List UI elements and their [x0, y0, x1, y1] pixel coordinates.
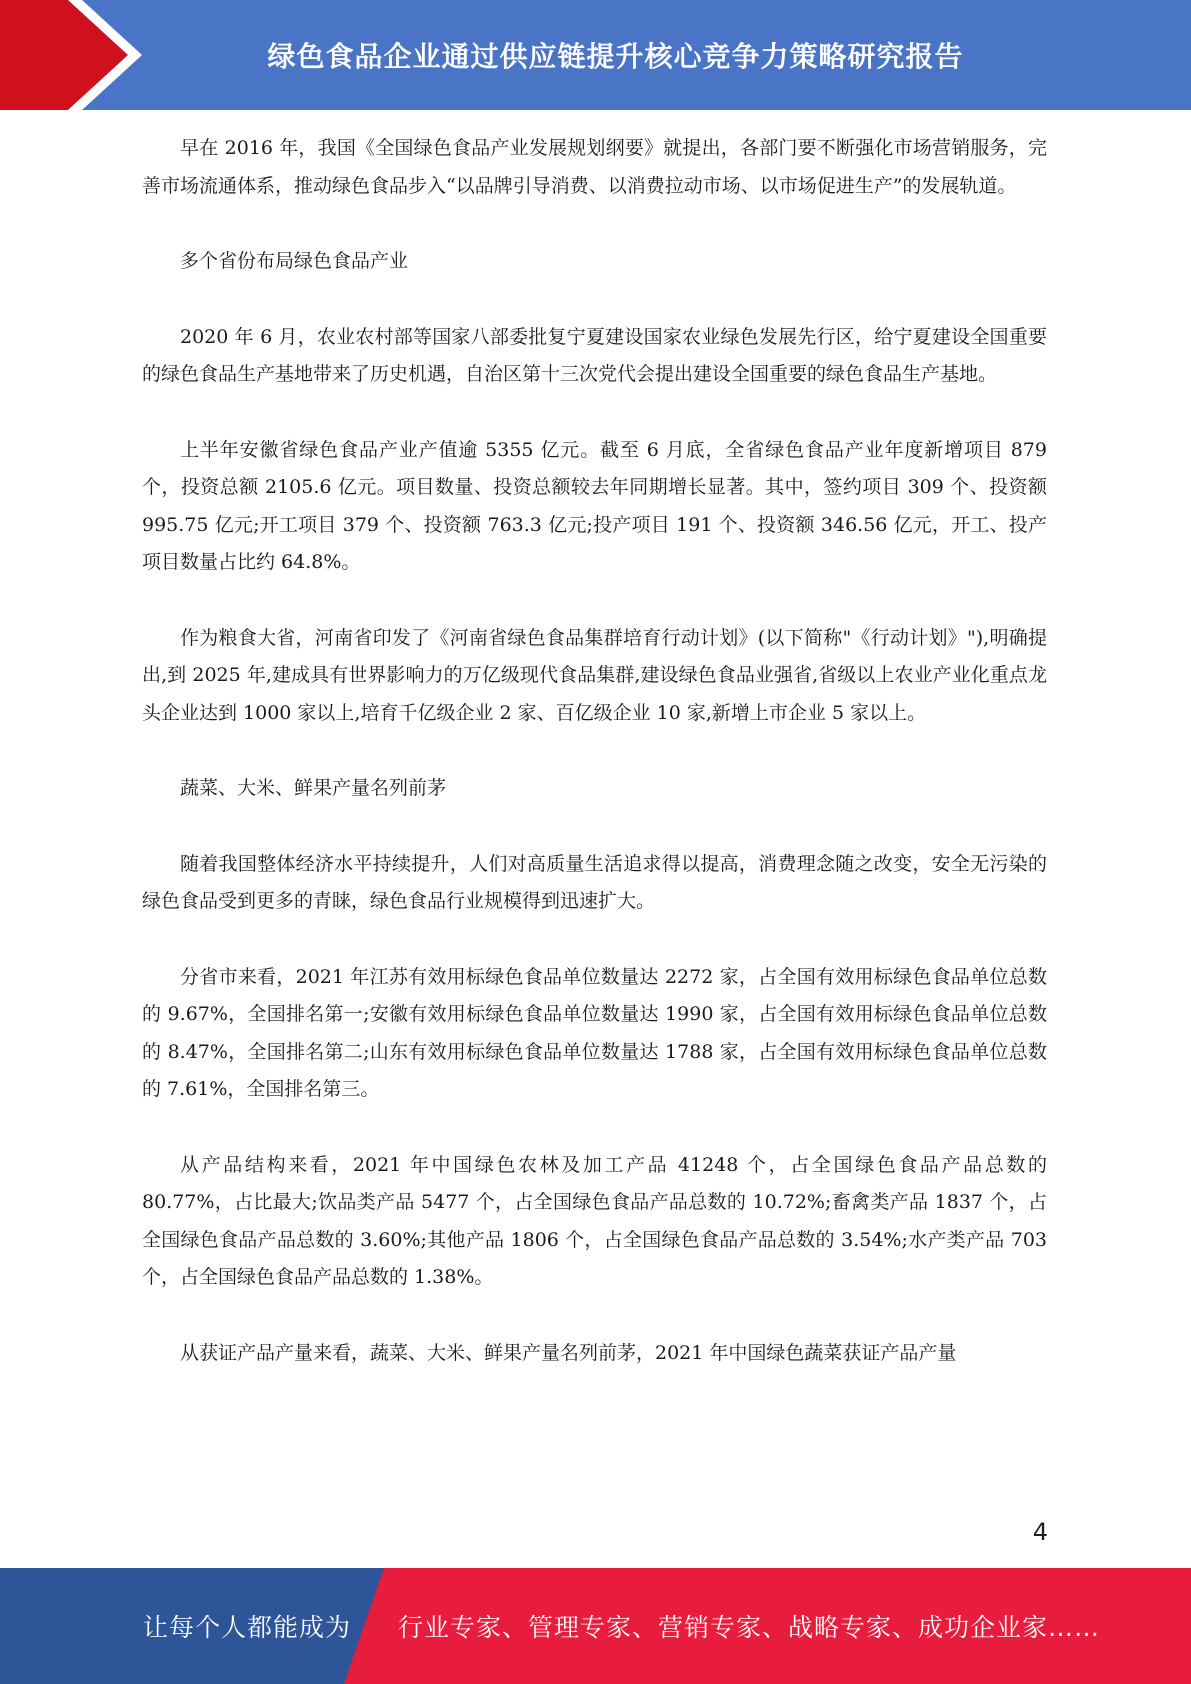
paragraph: 从获证产品产量来看，蔬菜、大米、鲜果产量名列前茅，2021 年中国绿色蔬菜获证产品产量	[180, 1341, 957, 1364]
footer-slogan-left: 让每个人都能成为	[143, 1613, 352, 1642]
paragraph: 2020 年 6 月，农业农村部等国家八部委批复宁夏建设国家农业绿色发展先行区，给宁夏建设全国重要的绿色食品生产基地带来了历史机遇，自治区第十三次党代会提出建设全国重要的绿色食品生产基地。	[142, 325, 1047, 385]
page-number: 4	[1032, 1518, 1048, 1546]
document-body	[142, 130, 1047, 1410]
paragraph: 分省市来看，2021 年江苏有效用标绿色食品单位数量达 2272 家，占全国有效用标绿色食品单位总数的 9.67%，全国排名第一;安徽有效用标绿色食品单位数量达 1990 家，占全国有效用标绿色食品单位总数的 8.47%，全国排名第二;山东有效用标绿色食品单位数量达 1788 家，占全国有效用标绿色食品单位总数的 7.61%，全国排名第三。	[142, 965, 1047, 1100]
page-header	[0, 0, 1191, 110]
footer-slogan-right: 行业专家、管理专家、营销专家、战略专家、成功企业家……	[398, 1613, 1101, 1642]
paragraph: 从产品结构来看，2021 年中国绿色农林及加工产品 41248 个，占全国绿色食品产品总数的 80.77%，占比最大;饮品类产品 5477 个，占全国绿色食品产品总数的 10.72%;畜禽类产品 1837 个，占全国绿色食品产品总数的 3.60%;其他产品 1806 个，占全国绿色食品产品总数的 3.54%;水产类产品 703 个，占全国绿色食品产品总数的 1.38%。	[142, 1153, 1047, 1288]
section-subheading: 多个省份布局绿色食品产业	[180, 250, 409, 272]
header-arrow-decoration	[0, 0, 160, 110]
paragraph: 随着我国整体经济水平持续提升，人们对高质量生活追求得以提高，消费理念随之改变，安全无污染的绿色食品受到更多的青睐，绿色食品行业规模得到迅速扩大。	[142, 852, 1047, 912]
paragraph: 上半年安徽省绿色食品产业产值逾 5355 亿元。截至 6 月底，全省绿色食品产业年度新增项目 879 个，投资总额 2105.6 亿元。项目数量、投资总额较去年同期增长显著。其中，签约项目 309 个、投资额 995.75 亿元;开工项目 379 个、投资额 763.3 亿元;投产项目 191 个、投资额 346.56 亿元，开工、投产项目数量占比约 64.8%。	[142, 438, 1047, 573]
report-title: 绿色食品企业通过供应链提升核心竞争力策略研究报告	[267, 40, 964, 73]
section-subheading: 蔬菜、大米、鲜果产量名列前茅	[180, 777, 447, 799]
page-footer	[0, 1568, 1191, 1684]
paragraph: 作为粮食大省，河南省印发了《河南省绿色食品集群培育行动计划》(以下简称"《行动计划》"),明确提出,到 2025 年,建成具有世界影响力的万亿级现代食品集群,建设绿色食品业强省,省级以上农业产业化重点龙头企业达到 1000 家以上,培育千亿级企业 2 家、百亿级企业 10 家,新增上市企业 5 家以上。	[142, 626, 1047, 724]
paragraph: 早在 2016 年，我国《全国绿色食品产业发展规划纲要》就提出，各部门要不断强化市场营销服务，完善市场流通体系，推动绿色食品步入“以品牌引导消费、以消费拉动市场、以市场促进生产”的发展轨道。	[142, 137, 1047, 197]
